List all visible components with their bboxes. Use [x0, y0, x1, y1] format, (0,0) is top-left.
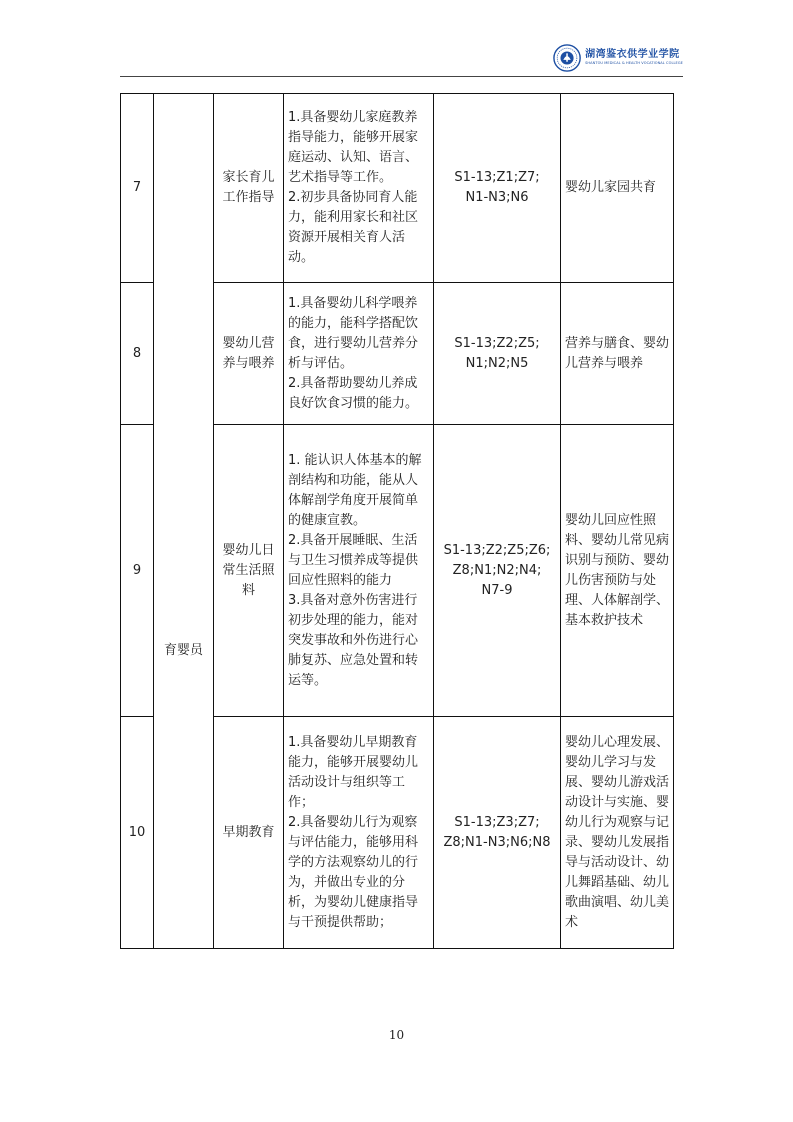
row-number: 10: [121, 717, 154, 949]
row-number: 8: [121, 283, 154, 425]
row-number: 9: [121, 425, 154, 717]
requirement-codes: S1-13;Z1;Z7; N1-N3;N6: [434, 94, 561, 283]
header-divider: [120, 76, 683, 77]
table-row: [121, 94, 674, 283]
ability-requirements: 1. 能认识人体基本的解剖结构和功能，能从人体解剖学角度开展简单的健康宣教。 2.具备开展睡眠、生活与卫生习惯养成等提供回应性照料的能力 3.具备对意外伤害进行初步处理的能力，能对突发事故和外伤进行心肺复苏、应急处置和转运等。: [284, 425, 434, 717]
requirement-codes: S1-13;Z3;Z7; Z8;N1-N3;N6;N8: [434, 717, 561, 949]
module-name: 早期教育: [214, 717, 284, 949]
supporting-courses: 婴幼儿回应性照料、婴幼儿常见病识别与预防、婴幼儿伤害预防与处理、人体解剖学、基本救护技术: [561, 425, 674, 717]
post-name: 育婴员: [163, 643, 203, 658]
requirement-codes: S1-13;Z2;Z5; N1;N2;N5: [434, 283, 561, 425]
supporting-courses: 婴幼儿家园共育: [561, 94, 674, 283]
module-name: 婴幼儿营养与喂养: [214, 283, 284, 425]
post-name-cell: [154, 94, 214, 949]
ability-requirements: 1.具备婴幼儿早期教育能力，能够开展婴幼儿活动设计与组织等工作； 2.具备婴幼儿行为观察与评估能力，能够用科学的方法观察幼儿的行为，并做出专业的分析，为婴幼儿健康指导与干预提供帮助；: [284, 717, 434, 949]
college-logo: [553, 43, 683, 73]
row-number: 7: [121, 94, 154, 283]
requirement-codes: S1-13;Z2;Z5;Z6; Z8;N1;N2;N4; N7-9: [434, 425, 561, 717]
curriculum-table: [120, 93, 674, 949]
logo-english-name: SHANTOU MEDICAL & HEALTH VOCATIONAL COLLEGE: [585, 61, 683, 66]
page-number: 10: [388, 1028, 405, 1042]
module-name: 婴幼儿日常生活照料: [214, 425, 284, 717]
supporting-courses: 营养与膳食、婴幼儿营养与喂养: [561, 283, 674, 425]
supporting-courses: 婴幼儿心理发展、婴幼儿学习与发展、婴幼儿游戏活动设计与实施、婴幼儿行为观察与记录、婴幼儿发展指导与活动设计、幼儿舞蹈基础、幼儿歌曲演唱、幼儿美术: [561, 717, 674, 949]
logo-chinese-name: 湖湾鉴衣供学业学院: [585, 49, 680, 61]
ability-requirements: 1.具备婴幼儿科学喂养的能力，能科学搭配饮食，进行婴幼儿营养分析与评估。 2.具备帮助婴幼儿养成良好饮食习惯的能力。: [284, 283, 434, 425]
module-name: 家长育儿工作指导: [214, 94, 284, 283]
college-emblem-icon: [553, 43, 581, 73]
ability-requirements: 1.具备婴幼儿家庭教养指导能力，能够开展家庭运动、认知、语言、艺术指导等工作。 2.初步具备协同育人能力，能利用家长和社区资源开展相关育人活动。: [284, 94, 434, 283]
